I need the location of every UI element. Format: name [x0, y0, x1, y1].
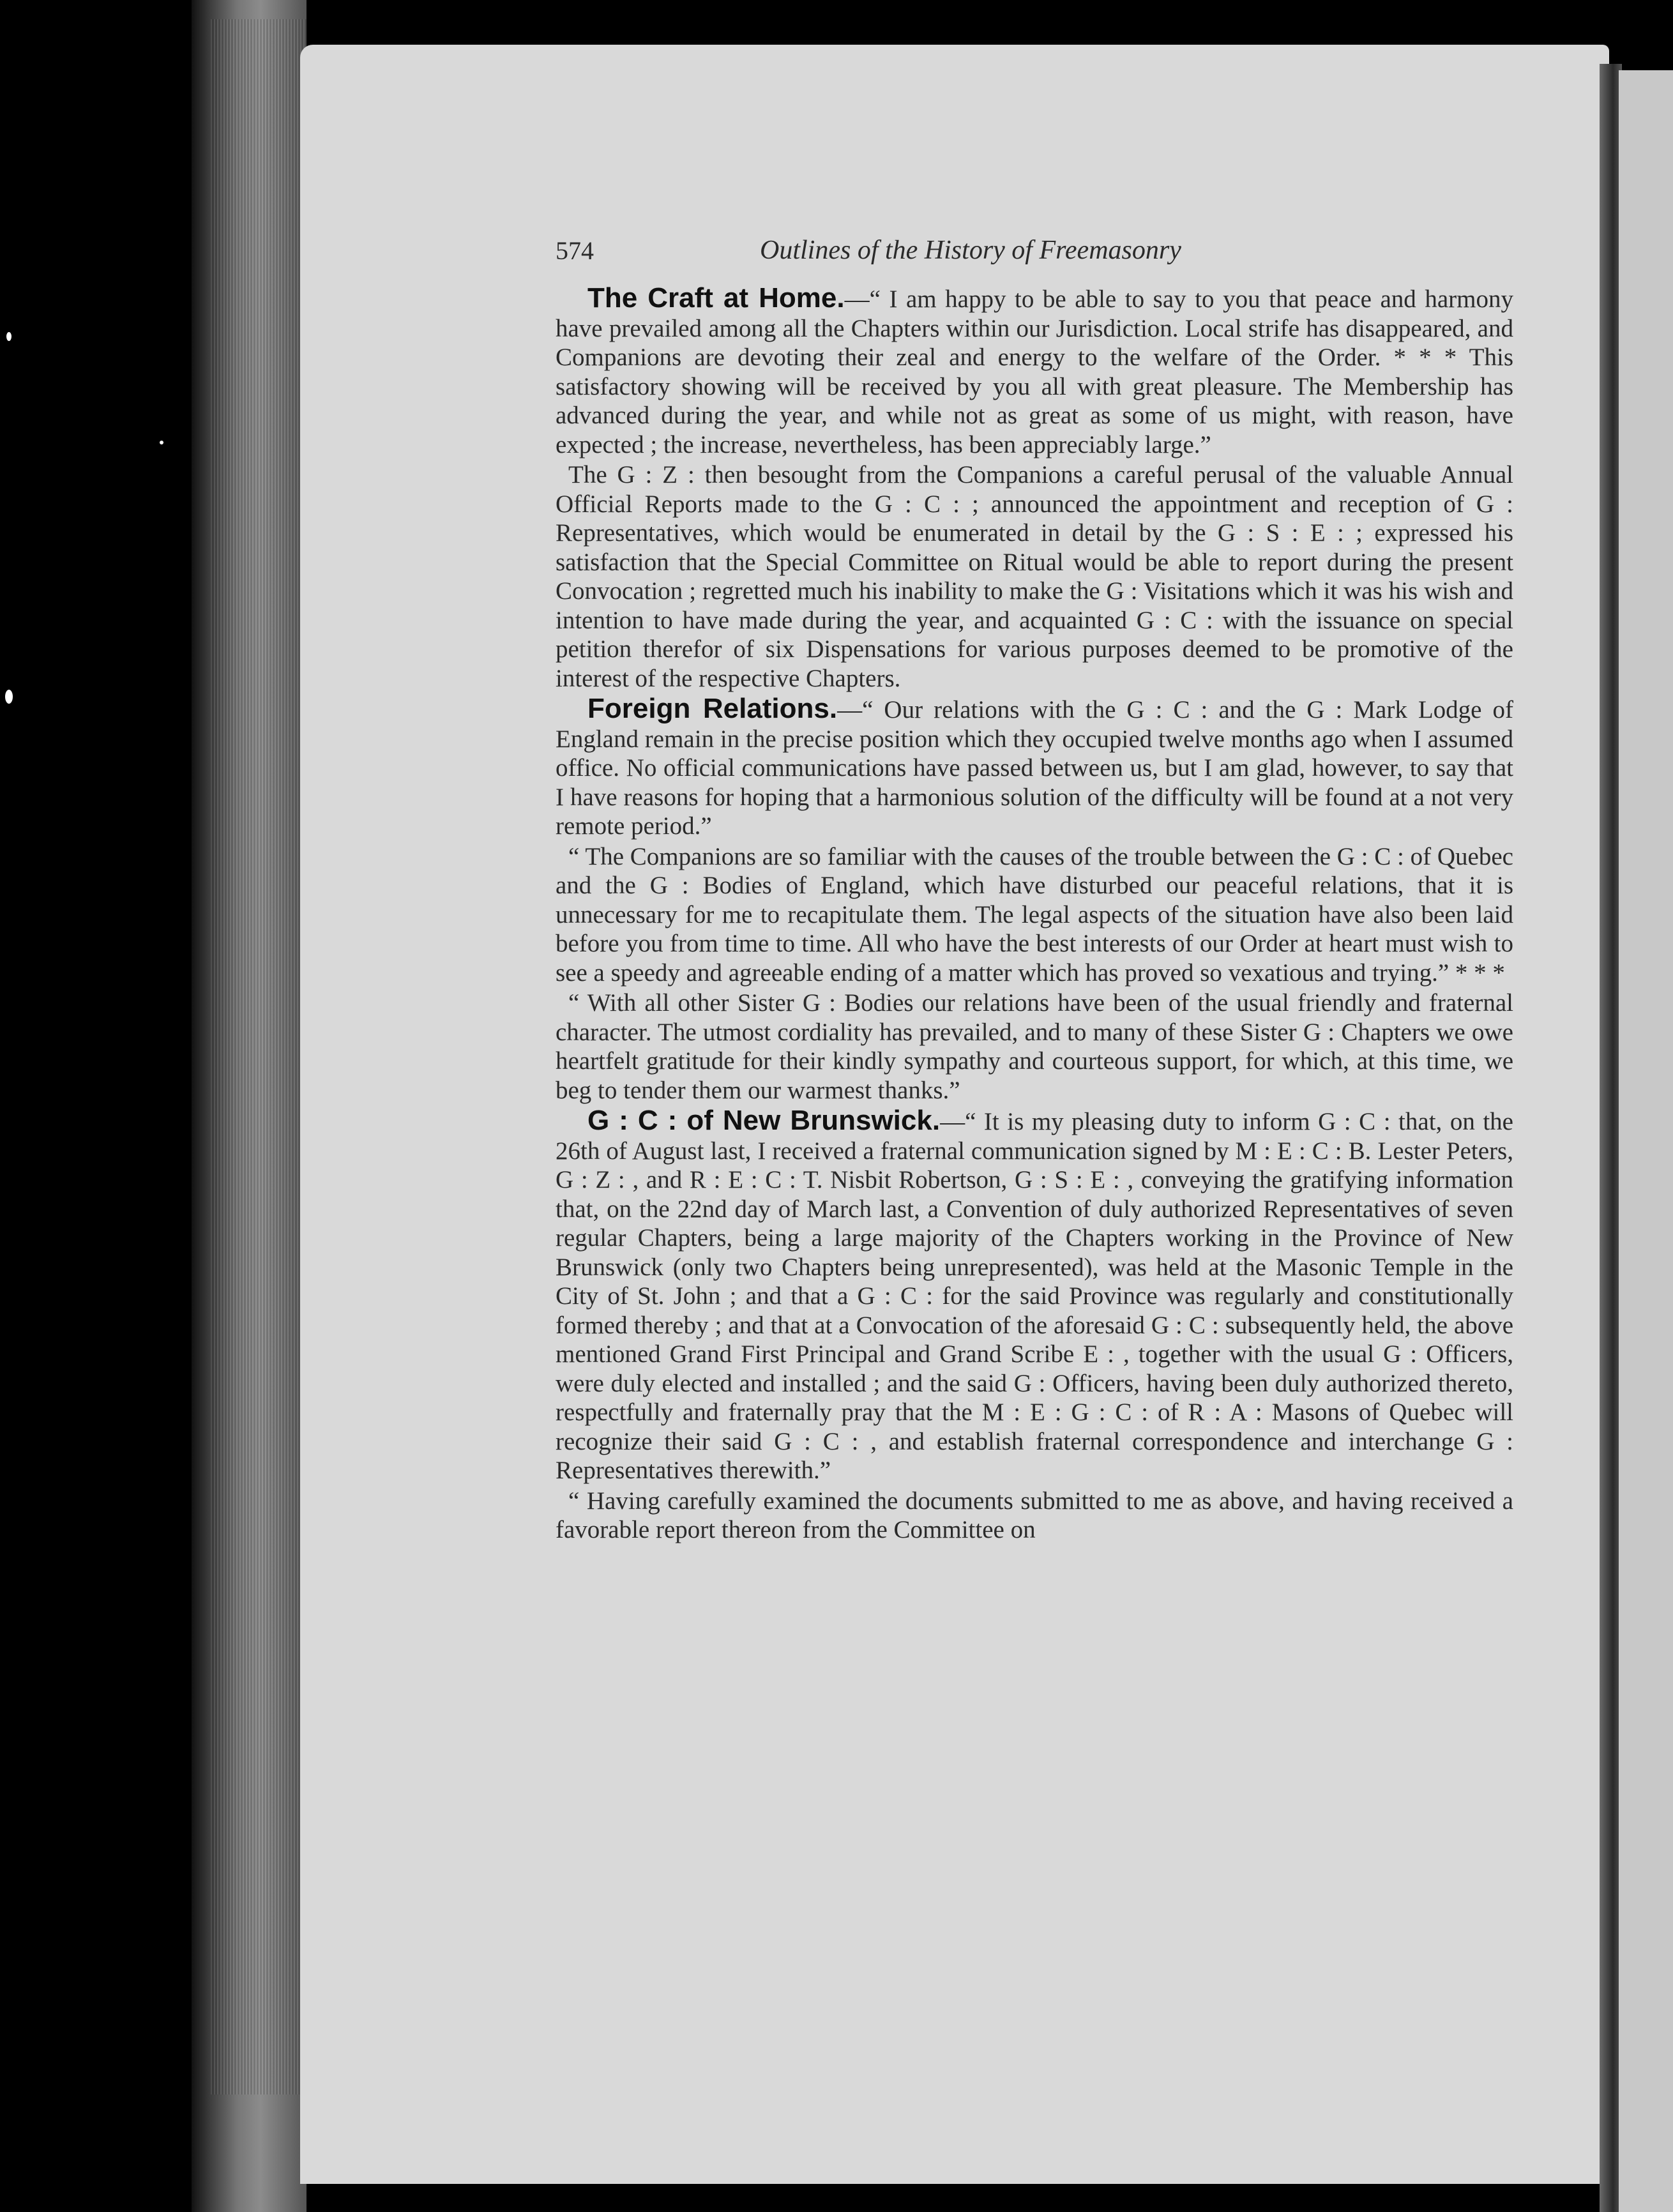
paragraph-text: “ With all other Sister G : Bodies our relations have been of the usual friendly and fraternal character. The utmost cordiality has prevailed, and to many of these Sister G : Chapters we owe heartfelt gratitude for their kindly sympathy and courteous support, for which, at this time, we beg to tender them our warmest thanks.” [556, 989, 1513, 1104]
page-text [556, 236, 1513, 1546]
film-speck [160, 441, 163, 444]
paragraph-companions-familiar [556, 842, 1513, 988]
paragraph-text: —“ Our relations with the G : C : and the G : Mark Lodge of England remain in the precise position which they occupied twelve months ago when I assumed office. No official communications have passed between us, but I am glad, however, to say that I have reasons for hoping that a harmonious solution of the difficulty will be found at a not very remote period.” [556, 696, 1513, 840]
running-head [556, 236, 1513, 275]
paragraph-sister-bodies [556, 989, 1513, 1105]
paragraph-text: —“ It is my pleasing duty to inform G : C : that, on the 26th of August last, I received a fraternal communication signed by M : E : C : B. Lester Peters, G : Z : , and R : E : C : T. Nisbit Robertson, G : S : E : , conveying the gratifying information that, on the 22nd day of March last, a Convention of duly authorized Representatives of seven regular Chapters, being a large majority of the Chapters working in the Province of New Brunswick (only two Chapters being unrepresented), was held at the Masonic Temple in the City of St. John ; and that a G : C : for the said Province was regularly and constitutionally formed thereby ; and that at a Convocation of the aforesaid G : C : subsequently held, the above mentioned Grand First Principal and Grand Scribe E : , together with the usual G : Officers, were duly elected and installed ; and the said G : Officers, having been duly authorized thereto, respectfully and fraternally pray that the M : E : G : C : of R : A : Masons of Quebec will recognize their said G : C : , and establish fraternal correspondence and interchange G : Representatives therewith.” [556, 1108, 1513, 1484]
paragraph-gz-besought [556, 460, 1513, 693]
section-heading: The Craft at Home. [587, 282, 845, 314]
page-number: 574 [556, 236, 594, 265]
paragraph-text: “ Having carefully examined the documents submitted to me as above, and having received a favorable report thereon from the Committee on [556, 1487, 1513, 1543]
page-edge-texture [211, 19, 307, 2095]
section-heading: Foreign Relations. [587, 693, 838, 724]
paragraph-new-brunswick [556, 1106, 1513, 1485]
paragraph-craft-at-home [556, 284, 1513, 459]
facing-page-edge [1619, 70, 1673, 2212]
paragraph-text: “ The Companions are so familiar with the causes of the trouble between the G : C : of Quebec and the G : Bodies of England, which have disturbed our peaceful relations, that it is unnecessary for me to recapitulate them. The legal aspects of the situation have also been laid before you from time to time. All who have the best interests of our Order at heart must wish to see a speedy and agreeable ending of a matter which has proved so vexatious and trying.” * * * [556, 842, 1513, 987]
paragraph-text: The G : Z : then besought from the Companions a careful perusal of the valuable Annual Official Reports made to the G : C : ; announced the appointment and reception of G : Representatives, which would be enumerated in detail by the G : S : E : ; expressed his satisfaction that the Special Committee on Ritual would be able to report during the present Convocation ; regretted much his inability to make the G : Visitations which it was his wish and intention to have made during the year, and acquainted G : C : with the issuance on special petition therefor of six Dispensations for various purposes deemed to be promotive of the interest of the respective Chapters. [556, 461, 1513, 692]
paragraph-foreign-relations [556, 694, 1513, 841]
film-speck [6, 332, 11, 341]
section-heading: G : C : of New Brunswick. [587, 1105, 941, 1136]
running-title: Outlines of the History of Freemasonry [760, 236, 1181, 265]
paragraph-having-examined [556, 1487, 1513, 1545]
film-speck [5, 690, 13, 704]
paragraph-text: —“ I am happy to be able to say to you that peace and harmony have prevailed among all the Chapters within our Jurisdiction. Local strife has disappeared, and Companions are devoting their zeal and energy to the welfare of the Order. * * * This satisfactory showing will be received by you all with great pleasure. The Membership has advanced during the year, and while not as great as some of us might, with reason, have expected ; the increase, nevertheless, has been appreciably large.” [556, 285, 1513, 458]
